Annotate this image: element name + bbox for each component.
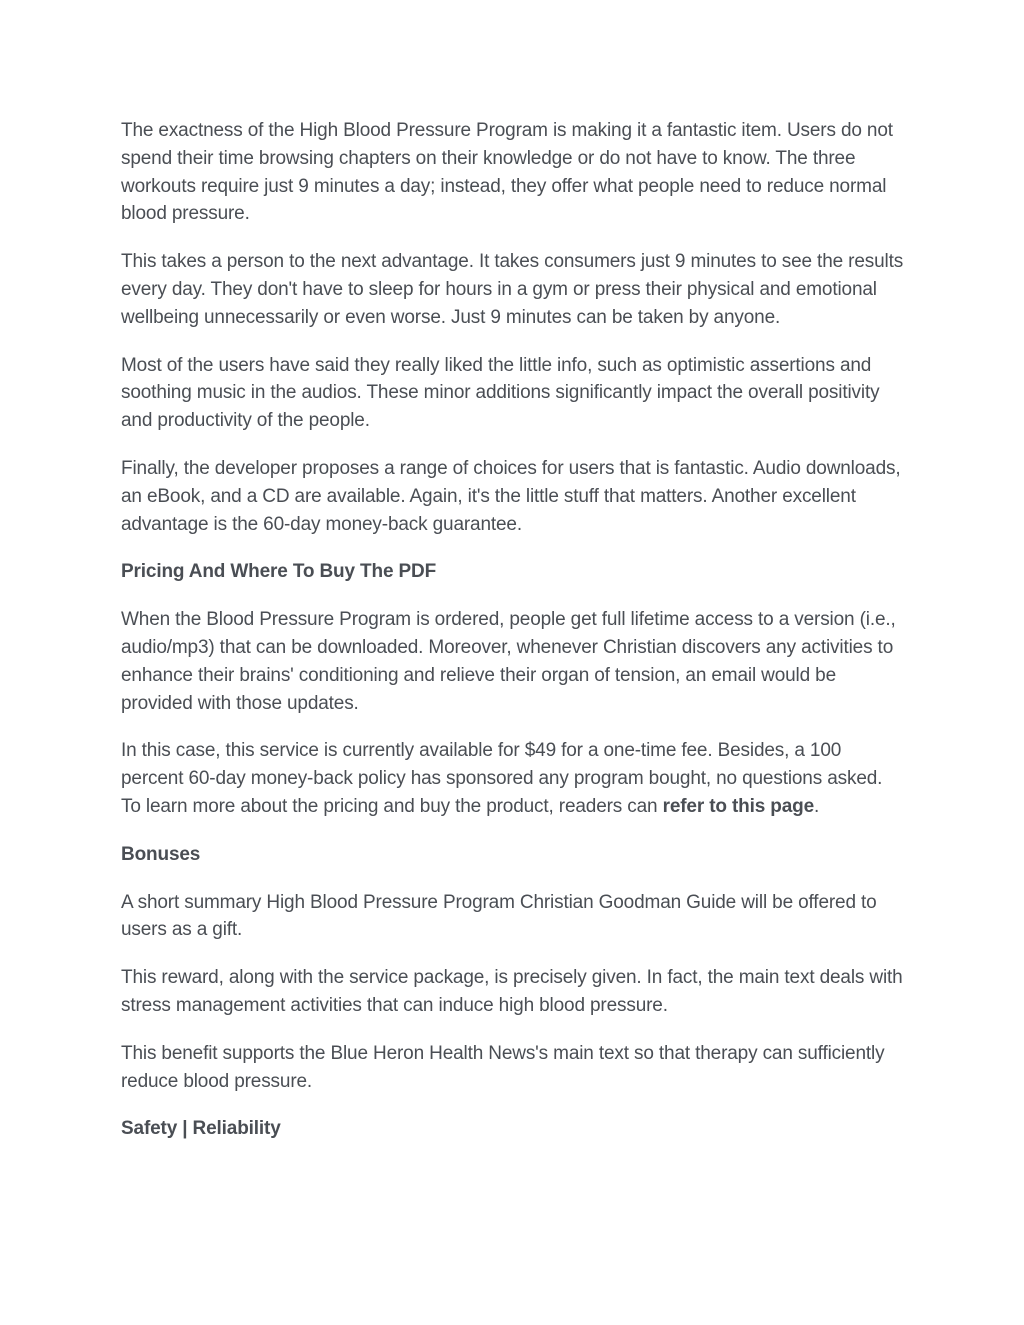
- paragraph-reward: This reward, along with the service package, is precisely given. In fact, the main text deals with stress management activities that can induce high blood pressure.: [121, 967, 903, 1016]
- refer-page-link[interactable]: refer to this page: [662, 795, 815, 817]
- paragraph-price-end: .: [814, 795, 820, 817]
- paragraph-formats: Finally, the developer proposes a range of choices for users that is fantastic. Audio downloads, an eBook, and a CD are available. Again, it's the little stuff that matters. Another excellent advantage is the 60-day money-back guarantee.: [121, 457, 901, 535]
- document-page: [121, 117, 906, 1163]
- paragraph-access: When the Blood Pressure Program is ordered, people get full lifetime access to a version (i.e., audio/mp3) that can be downloaded. Moreover, whenever Christian discovers any activities to enhance their brains' conditioning and relieve their organ of tension, an email would be provided with those updates.: [121, 609, 896, 714]
- paragraph-gift: A short summary High Blood Pressure Program Christian Goodman Guide will be offered to users as a gift.: [121, 891, 877, 941]
- paragraph-price: [121, 737, 906, 820]
- heading-bonuses: Bonuses: [121, 843, 201, 865]
- paragraph-benefit: This benefit supports the Blue Heron Health News's main text so that therapy can sufficiently reduce blood pressure.: [121, 1042, 885, 1092]
- paragraph-price-text: In this case, this service is currently available for $49 for a one-time fee. Besides, a 100 percent 60-day money-back policy has sponsored any program bought, no questions asked. To learn more about the pricing and buy the product, readers can: [121, 740, 883, 817]
- paragraph-nine-minutes: This takes a person to the next advantage. It takes consumers just 9 minutes to see the results every day. They don't have to sleep for hours in a gym or press their physical and emotional wellbeing unnecessarily or even worse. Just 9 minutes can be taken by anyone.: [121, 251, 904, 328]
- heading-pricing: Pricing And Where To Buy The PDF: [121, 561, 437, 583]
- paragraph-precision: The exactness of the High Blood Pressure Program is making it a fantastic item. Users do not spend their time browsing chapters on their knowledge or do not have to know. The three workouts require just 9 minutes a day; instead, they offer what people need to reduce normal blood pressure.: [121, 120, 893, 225]
- paragraph-user-feedback: Most of the users have said they really liked the little info, such as optimistic assertions and soothing music in the audios. These minor additions significantly impact the overall positivity and productivity of the people.: [121, 354, 880, 432]
- heading-safety: Safety | Reliability: [121, 1118, 281, 1140]
